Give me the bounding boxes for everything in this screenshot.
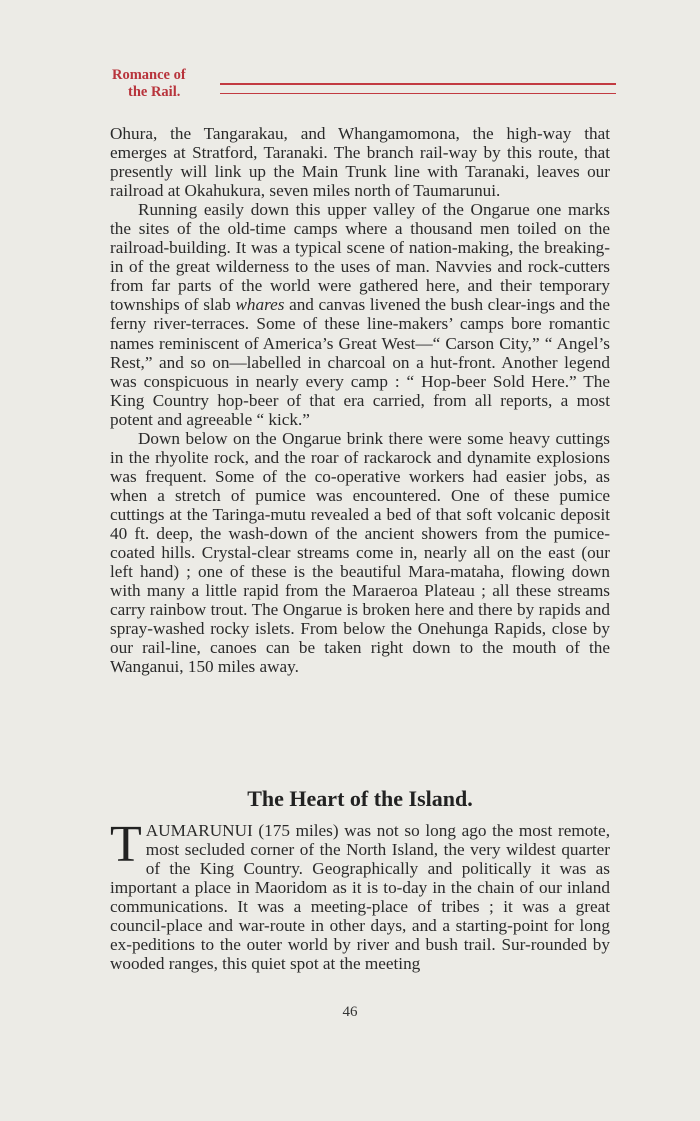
- section-paragraph: [110, 816, 610, 974]
- text-run: Down below on the Ongarue brink there were some heavy cuttings in the rhyolite rock, and the roar of rackarock and dynamite explosions was frequent. Some of the co-operative workers had easier jobs, as when a stretch of pumice was encountered. One of these pumice cuttings at the Taringa-mutu revealed a bed of that soft volcanic deposit 40 ft. deep, the wash-down of the ancient showers from the pumice-coated hills. Crystal-clear streams come in, nearly all on the east (our left hand) ; one of these is the beautiful Mara-mataha, flowing down with many a little rapid from the Maraeroa Plateau ; all these streams carry rainbow trout. The Ongarue is broken here and there by rapids and spray-washed rocky islets. From below the Onehunga Rapids, close by our rail-line, canoes can be taken right down to the mouth of the Wanganui, 150 miles away.: [110, 428, 610, 677]
- text-run: Running easily down this upper valley of the Ongarue one marks the sites of the old-time camps where a thousand men toiled on the railroad-building. It was a typical scene of nation-making, the breaking-in of the great wilderness to the uses of man. Navvies and rock-cutters from far parts of the world were gathered here, and their temporary townships of slab: [110, 200, 610, 315]
- page-number: 46: [342, 1004, 358, 1020]
- running-head-title: [112, 67, 222, 101]
- running-head-line-1: Romance of: [112, 67, 186, 83]
- text-run: and canvas livened the bush clear-ings and the ferny river-terraces. Some of these line-makers’ camps bore romantic names reminiscent of America’s Great West—“ Carson City,” “ Angel’s Rest,” and so on—labelled in charcoal on a hut-front. Another legend was conspicuous in nearly every camp : “ Hop-beer Sold Here.” The King Country hop-beer of that era carried, from all reports, a most potent and agreeable “ kick.”: [110, 295, 611, 429]
- section-text: [110, 816, 610, 974]
- body-paragraph: [110, 124, 610, 200]
- running-head-line-2: the Rail.: [128, 84, 181, 100]
- drop-cap: T: [110, 816, 142, 873]
- section-lead-word: AUMARUNUI: [145, 821, 253, 840]
- header-rule-thick: [220, 83, 616, 85]
- body-text: [110, 124, 610, 676]
- body-paragraph: [110, 429, 610, 677]
- text-run: Ohura, the Tangarakau, and Whangamomona, the high-way that emerges at Stratford, Taranaki. The branch rail-way by this route, that presently will link up the Main Trunk line with Taranaki, leaves our railroad at Okahukura, seven miles north of Taumarunui.: [110, 124, 610, 201]
- header-rule-thin: [220, 93, 616, 94]
- running-head: [112, 67, 616, 103]
- section-body: (175 miles) was not so long ago the most remote, most secluded corner of the North Island, the very wildest quarter of the King Country. Geographically and politically it was as important a place in Maoridom as it is to-day in the chain of our inland communications. It was a meeting-place of tribes ; it was a great council-place and war-route in other days, and a starting-point for long ex-peditions to the outer world by river and bush trail. Sur-rounded by wooded ranges, this quiet spot at the meeting: [110, 821, 610, 974]
- body-paragraph: [110, 200, 610, 429]
- section-heading: The Heart of the Island.: [247, 786, 473, 811]
- italic-term: whares: [235, 295, 285, 315]
